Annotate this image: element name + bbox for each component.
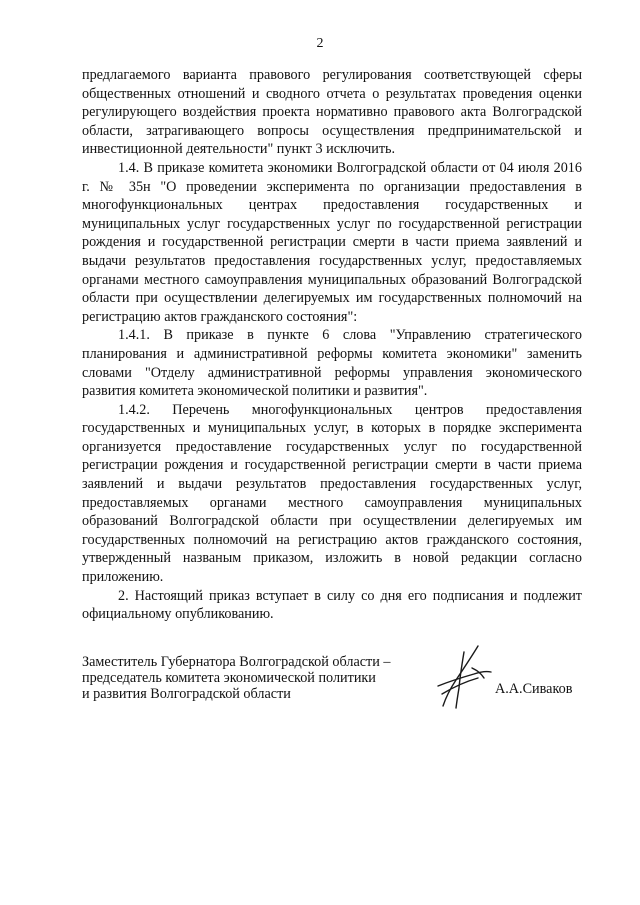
document-body [82, 66, 582, 624]
signer-position-line: и развития Волгоградской области [82, 686, 291, 702]
paragraph-2: 2. Настоящий приказ вступает в силу со дня его подписания и подлежит официальному опубликованию. [82, 587, 582, 623]
paragraph-continuation: предлагаемого варианта правового регулирования соответствующей сферы общественных отношений и сводного отчета о результатах проведения оценки регулирующего воздействия проекта нормативно правового акта Волгоградской области, затрагивающего вопросы осуществления предпринимательской и инвестиционной деятельности" пункт 3 исключить. [82, 67, 582, 158]
page-number: 2 [316, 36, 324, 51]
signer-position-line: председатель комитета экономической политики [82, 670, 376, 686]
paragraph-1-4: 1.4. В приказе комитета экономики Волгоградской области от 04 июля 2016 г. № 35н "О проведении эксперимента по организации предоставления в многофункциональных центрах предоставления государственных и муниципальных услуг государственных услуг по государственной регистрации рождения и государственной регистрации смерти в части приема заявлений и выдачи результатов предоставления государственных услуг, предоставляемых органами местного самоуправления муниципальных образований Волгоградской области при осуществлении делегируемых им государственных полномочий на регистрацию актов гражданского состояния": [82, 159, 582, 325]
signer-position-line: Заместитель Губернатора Волгоградской области – [82, 654, 391, 670]
handwritten-signature [434, 642, 494, 712]
signer-name: А.А.Сиваков [495, 681, 573, 697]
paragraph-1-4-2: 1.4.2. Перечень многофункциональных центров предоставления государственных и муниципальных услуг, в которых в порядке эксперимента организуется предоставление государственных услуг по государственной регистрации рождения и государственной регистрации смерти в части приема заявлений и выдачи результатов предоставления государственных услуг, предоставляемых органами местного самоуправления муниципальных образований Волгоградской области при осуществлении делегируемых им государственных полномочий на регистрацию актов гражданского состояния, утвержденный названым приказом, изложить в новой редакции согласно приложению. [82, 401, 582, 586]
signature-block [82, 654, 582, 714]
signer-position [82, 654, 442, 702]
paragraph-1-4-1: 1.4.1. В приказе в пункте 6 слова "Управлению стратегического планирования и административной реформы комитета экономики" заменить словами "Отделу административной реформы управления экономического развития комитета экономической политики и развития". [82, 327, 582, 400]
